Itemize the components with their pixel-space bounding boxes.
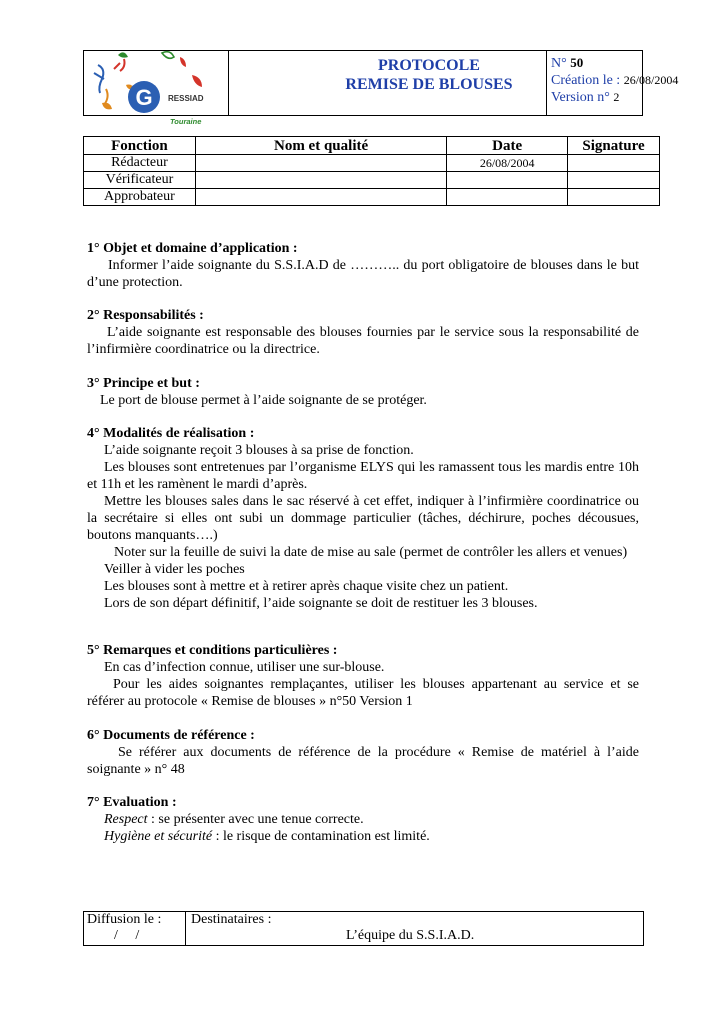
meta-cell	[546, 51, 679, 115]
signoff-table	[83, 136, 660, 206]
hygiene-label: Hygiène et sécurité	[104, 829, 213, 844]
section-paragraph: Veiller à vider les poches	[104, 562, 245, 577]
logo-cell	[84, 51, 229, 125]
version-number	[551, 89, 643, 106]
hygiene-text: : le risque de contamination est limité.	[212, 829, 430, 844]
respect-text: : se présenter avec une tenue correcte.	[147, 812, 364, 827]
diffusion-value: / /	[114, 928, 140, 943]
role-cell: Rédacteur	[84, 155, 196, 172]
section-title: 1° Objet et domaine d’application :	[87, 241, 298, 256]
section-evaluation	[87, 794, 639, 845]
role-cell: Approbateur	[84, 189, 196, 206]
respect-label: Respect	[104, 812, 148, 827]
creation-label: Création le :	[551, 73, 621, 88]
name-cell	[195, 172, 446, 189]
number-value: 50	[570, 55, 584, 70]
evaluation-hygiene	[87, 828, 639, 845]
section-title: 4° Modalités de réalisation :	[87, 426, 255, 441]
version-value: 2	[613, 90, 620, 104]
section-remarques	[87, 642, 639, 710]
signoff-row-verificateur	[84, 172, 660, 189]
ressiad-logo	[84, 45, 229, 125]
date-cell	[447, 172, 568, 189]
signoff-header-row	[84, 137, 660, 155]
section-principe	[87, 375, 639, 409]
signature-cell	[568, 172, 660, 189]
section-paragraph: Noter sur la feuille de suivi la date de mise au sale (permet de contrôler les allers et venues)	[114, 545, 628, 560]
col-header-signature: Signature	[568, 137, 660, 155]
section-paragraph: Informer l’aide soignante du S.S.I.A.D de ……….. du port obligatoire de blouses dans le but d’une protection.	[87, 258, 639, 290]
diffusion-footer	[83, 911, 644, 946]
section-paragraph: Les blouses sont à mettre et à retirer après chaque visite chez un patient.	[104, 579, 509, 594]
creation-date	[551, 72, 679, 89]
diffusion-label: Diffusion le :	[87, 912, 162, 927]
signature-cell	[568, 189, 660, 206]
section-paragraph: En cas d’infection connue, utiliser une sur-blouse.	[104, 660, 385, 675]
logo-letter: G	[135, 85, 153, 110]
section-paragraph: Mettre les blouses sales dans le sac réservé à cet effet, indiquer à l’infirmière coordinatrice ou la secrétaire si elles ont subi un dommage particulier (tâches, déchirure, poches décousues, boutons manquants….)	[87, 494, 639, 543]
section-title: 3° Principe et but :	[87, 376, 200, 391]
destinataires-value: L’équipe du S.S.I.A.D.	[346, 928, 475, 943]
diffusion-cell	[84, 912, 186, 945]
section-title: 6° Documents de référence :	[87, 728, 255, 743]
logo-text: RESSIAD	[168, 94, 204, 103]
evaluation-respect	[87, 811, 639, 828]
section-modalites	[87, 425, 639, 612]
section-paragraph: Se référer aux documents de référence de la procédure « Remise de matériel à l’aide soignante » n° 48	[87, 745, 639, 777]
section-paragraph: L’aide soignante est responsable des blouses fournies par le service sous la responsabilité de l’infirmière coordinatrice ou la directrice.	[87, 325, 639, 357]
col-header-date: Date	[447, 137, 568, 155]
section-paragraph: Lors de son départ définitif, l’aide soignante se doit de restituer les 3 blouses.	[104, 596, 538, 611]
destinataires-cell	[186, 912, 643, 945]
name-cell	[195, 189, 446, 206]
signoff-row-redacteur	[84, 155, 660, 172]
date-cell	[447, 189, 568, 206]
name-cell	[195, 155, 446, 172]
col-header-fonction: Fonction	[84, 137, 196, 155]
section-documents	[87, 727, 639, 778]
signoff-row-approbateur	[84, 189, 660, 206]
section-paragraph: Le port de blouse permet à l’aide soignante de se protéger.	[100, 393, 427, 408]
section-title: 7° Evaluation :	[87, 795, 177, 810]
section-responsabilites	[87, 307, 639, 358]
document-header	[83, 50, 679, 125]
section-paragraph: L’aide soignante reçoit 3 blouses à sa prise de fonction.	[104, 443, 414, 458]
number-label: N°	[551, 56, 567, 71]
destinataires-label: Destinataires :	[191, 912, 272, 927]
version-label: Version n°	[551, 90, 610, 105]
section-title: 5° Remarques et conditions particulières :	[87, 643, 338, 658]
document-title-line2: REMISE DE BLOUSES	[345, 76, 513, 93]
protocol-number	[551, 54, 643, 72]
section-title: 2° Responsabilités :	[87, 308, 204, 323]
logo-subtext: Touraine	[170, 117, 202, 125]
document-title-line1: PROTOCOLE	[378, 57, 480, 74]
col-header-nom: Nom et qualité	[195, 137, 446, 155]
date-cell: 26/08/2004	[447, 155, 568, 172]
signature-cell	[568, 155, 660, 172]
creation-value: 26/08/2004	[623, 73, 679, 87]
section-paragraph: Les blouses sont entretenues par l’organisme ELYS qui les ramassent tous les mardis entre 10h et 11h et les ramènent le mardi d’après.	[87, 460, 639, 492]
role-cell: Vérificateur	[84, 172, 196, 189]
section-objet	[87, 240, 639, 291]
section-paragraph: Pour les aides soignantes remplaçantes, utiliser les blouses appartenant au service et se référer au protocole « Remise de blouses » n°50 Version 1	[87, 677, 639, 709]
